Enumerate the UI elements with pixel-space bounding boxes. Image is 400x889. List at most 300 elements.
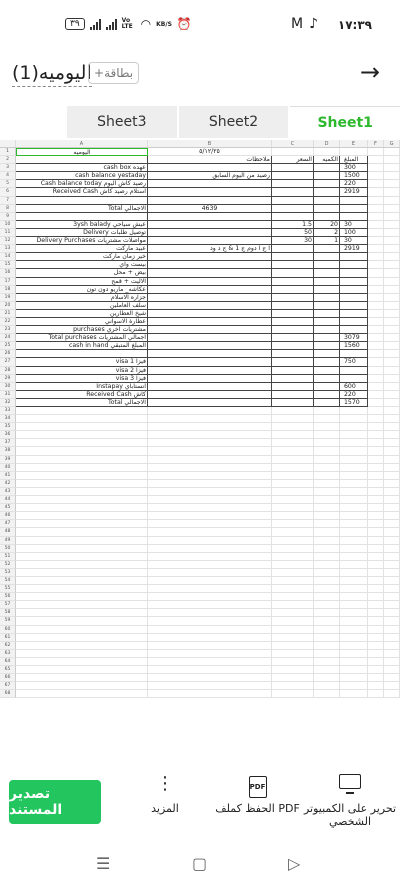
cell-a[interactable] bbox=[16, 496, 148, 504]
row-number[interactable]: 44 bbox=[0, 496, 16, 504]
cell-a[interactable]: purchases مشتريات اخري bbox=[16, 326, 148, 334]
cell-a[interactable]: Delivery Purchases مواصلات مشتريات bbox=[16, 237, 148, 245]
cell-g[interactable] bbox=[384, 650, 400, 658]
cell-g[interactable] bbox=[384, 415, 400, 423]
cell-d[interactable] bbox=[314, 415, 340, 423]
cell-a[interactable]: عبيد ماركت bbox=[16, 245, 148, 253]
cell-a[interactable]: شيخ العطارين bbox=[16, 310, 148, 318]
row-number[interactable]: 40 bbox=[0, 464, 16, 472]
cell-c[interactable] bbox=[272, 407, 314, 415]
cell-f[interactable] bbox=[368, 286, 384, 294]
cell-a[interactable]: عطارة الاسواني bbox=[16, 318, 148, 326]
cell-a[interactable] bbox=[16, 488, 148, 496]
cell-b[interactable] bbox=[148, 358, 272, 366]
cell-d[interactable] bbox=[314, 318, 340, 326]
add-card-button[interactable]: +بطاقة bbox=[88, 62, 139, 84]
row-number[interactable]: 50 bbox=[0, 545, 16, 553]
row-number[interactable]: 37 bbox=[0, 439, 16, 447]
row-number[interactable]: 33 bbox=[0, 407, 16, 415]
row-number[interactable]: 11 bbox=[0, 229, 16, 237]
cell-f[interactable] bbox=[368, 229, 384, 237]
cell-e[interactable] bbox=[340, 480, 368, 488]
cell-f[interactable] bbox=[368, 682, 384, 690]
cell-f[interactable] bbox=[368, 423, 384, 431]
cell-g[interactable] bbox=[384, 318, 400, 326]
cell-f[interactable] bbox=[368, 464, 384, 472]
cell-g[interactable] bbox=[384, 520, 400, 528]
cell-c[interactable]: 1.5 bbox=[272, 221, 314, 229]
cell-a[interactable] bbox=[16, 609, 148, 617]
cell-e[interactable] bbox=[340, 577, 368, 585]
cell-b[interactable] bbox=[148, 310, 272, 318]
cell-b[interactable] bbox=[148, 634, 272, 642]
cell-b[interactable] bbox=[148, 180, 272, 188]
row-number[interactable]: 15 bbox=[0, 261, 16, 269]
cell-g[interactable] bbox=[384, 634, 400, 642]
cell-d[interactable] bbox=[314, 326, 340, 334]
row-number[interactable]: 64 bbox=[0, 658, 16, 666]
cell-c[interactable] bbox=[272, 456, 314, 464]
cell-e[interactable]: 1560 bbox=[340, 342, 368, 350]
cell-f[interactable] bbox=[368, 642, 384, 650]
cell-c[interactable] bbox=[272, 674, 314, 682]
cell-g[interactable] bbox=[384, 286, 400, 294]
cell-d[interactable]: 20 bbox=[314, 221, 340, 229]
cell-d[interactable] bbox=[314, 148, 340, 156]
row-number[interactable]: 14 bbox=[0, 253, 16, 261]
cell-b[interactable] bbox=[148, 221, 272, 229]
cell-a[interactable] bbox=[16, 642, 148, 650]
export-document-button[interactable]: تصدير المستند bbox=[9, 780, 101, 824]
row-number[interactable]: 60 bbox=[0, 626, 16, 634]
cell-a[interactable] bbox=[16, 415, 148, 423]
cell-e[interactable] bbox=[340, 593, 368, 601]
cell-e[interactable]: 30 bbox=[340, 237, 368, 245]
cell-d[interactable] bbox=[314, 626, 340, 634]
cell-c[interactable] bbox=[272, 302, 314, 310]
cell-a[interactable]: الاليت + قمح bbox=[16, 278, 148, 286]
cell-f[interactable] bbox=[368, 261, 384, 269]
cell-e[interactable] bbox=[340, 456, 368, 464]
cell-e[interactable] bbox=[340, 545, 368, 553]
cell-d[interactable]: الكميه bbox=[314, 156, 340, 164]
cell-a[interactable] bbox=[16, 634, 148, 642]
cell-f[interactable] bbox=[368, 415, 384, 423]
cell-d[interactable] bbox=[314, 447, 340, 455]
cell-a[interactable] bbox=[16, 439, 148, 447]
cell-f[interactable] bbox=[368, 375, 384, 383]
cell-b[interactable] bbox=[148, 464, 272, 472]
row-number[interactable]: 30 bbox=[0, 383, 16, 391]
cell-a[interactable] bbox=[16, 528, 148, 536]
cell-c[interactable] bbox=[272, 326, 314, 334]
cell-f[interactable] bbox=[368, 383, 384, 391]
row-number[interactable]: 17 bbox=[0, 278, 16, 286]
cell-b[interactable] bbox=[148, 188, 272, 196]
cell-c[interactable] bbox=[272, 278, 314, 286]
cell-e[interactable] bbox=[340, 512, 368, 520]
cell-f[interactable] bbox=[368, 326, 384, 334]
cell-d[interactable] bbox=[314, 642, 340, 650]
cell-g[interactable] bbox=[384, 221, 400, 229]
cell-e[interactable] bbox=[340, 504, 368, 512]
cell-f[interactable] bbox=[368, 334, 384, 342]
row-number[interactable]: 42 bbox=[0, 480, 16, 488]
cell-d[interactable] bbox=[314, 180, 340, 188]
cell-c[interactable] bbox=[272, 528, 314, 536]
cell-e[interactable]: 750 bbox=[340, 358, 368, 366]
cell-a[interactable] bbox=[16, 585, 148, 593]
cell-e[interactable] bbox=[340, 205, 368, 213]
document-title[interactable]: اليوميه(1) bbox=[12, 62, 92, 87]
cell-g[interactable] bbox=[384, 342, 400, 350]
cell-b[interactable] bbox=[148, 415, 272, 423]
cell-g[interactable] bbox=[384, 423, 400, 431]
cell-e[interactable] bbox=[340, 488, 368, 496]
cell-a[interactable]: Received Cash استلام رصيد كاش bbox=[16, 188, 148, 196]
cell-f[interactable] bbox=[368, 367, 384, 375]
column-header-d[interactable]: D bbox=[314, 140, 340, 147]
cell-e[interactable]: 1570 bbox=[340, 399, 368, 407]
row-number[interactable]: 3 bbox=[0, 164, 16, 172]
cell-c[interactable] bbox=[272, 626, 314, 634]
cell-b[interactable] bbox=[148, 383, 272, 391]
cell-g[interactable] bbox=[384, 431, 400, 439]
cell-f[interactable] bbox=[368, 447, 384, 455]
back-triangle-icon[interactable]: ▷ bbox=[288, 854, 301, 873]
cell-b[interactable] bbox=[148, 456, 272, 464]
cell-b[interactable] bbox=[148, 407, 272, 415]
cell-e[interactable] bbox=[340, 601, 368, 609]
cell-b[interactable] bbox=[148, 512, 272, 520]
cell-e[interactable] bbox=[340, 626, 368, 634]
cell-d[interactable] bbox=[314, 375, 340, 383]
row-number[interactable]: 31 bbox=[0, 391, 16, 399]
cell-g[interactable] bbox=[384, 593, 400, 601]
cell-f[interactable] bbox=[368, 156, 384, 164]
cell-c[interactable] bbox=[272, 666, 314, 674]
row-number[interactable]: 22 bbox=[0, 318, 16, 326]
cell-a[interactable] bbox=[16, 512, 148, 520]
cell-c[interactable] bbox=[272, 472, 314, 480]
cell-b[interactable] bbox=[148, 302, 272, 310]
cell-f[interactable] bbox=[368, 205, 384, 213]
row-number[interactable]: 10 bbox=[0, 221, 16, 229]
cell-e[interactable] bbox=[340, 642, 368, 650]
cell-g[interactable] bbox=[384, 294, 400, 302]
cell-f[interactable] bbox=[368, 609, 384, 617]
cell-d[interactable] bbox=[314, 472, 340, 480]
cell-g[interactable] bbox=[384, 278, 400, 286]
row-number[interactable]: 27 bbox=[0, 358, 16, 366]
cell-b[interactable] bbox=[148, 278, 272, 286]
cell-c[interactable] bbox=[272, 569, 314, 577]
cell-d[interactable] bbox=[314, 423, 340, 431]
cell-c[interactable] bbox=[272, 609, 314, 617]
cell-g[interactable] bbox=[384, 545, 400, 553]
row-number[interactable]: 47 bbox=[0, 520, 16, 528]
cell-f[interactable] bbox=[368, 342, 384, 350]
cell-f[interactable] bbox=[368, 245, 384, 253]
cell-d[interactable] bbox=[314, 205, 340, 213]
cell-e[interactable] bbox=[340, 682, 368, 690]
cell-b[interactable] bbox=[148, 601, 272, 609]
cell-c[interactable] bbox=[272, 496, 314, 504]
cell-f[interactable] bbox=[368, 480, 384, 488]
cell-e[interactable]: 600 bbox=[340, 383, 368, 391]
cell-c[interactable] bbox=[272, 261, 314, 269]
row-number[interactable]: 13 bbox=[0, 245, 16, 253]
cell-d[interactable] bbox=[314, 520, 340, 528]
cell-b[interactable] bbox=[148, 690, 272, 698]
cell-d[interactable]: 2 bbox=[314, 229, 340, 237]
cell-d[interactable] bbox=[314, 350, 340, 358]
row-number[interactable]: 29 bbox=[0, 375, 16, 383]
cell-b[interactable] bbox=[148, 286, 272, 294]
cell-a[interactable]: visa 3 فيزا bbox=[16, 375, 148, 383]
cell-f[interactable] bbox=[368, 472, 384, 480]
cell-f[interactable] bbox=[368, 666, 384, 674]
cell-c[interactable] bbox=[272, 634, 314, 642]
cell-b[interactable] bbox=[148, 480, 272, 488]
cell-d[interactable] bbox=[314, 342, 340, 350]
row-number[interactable]: 5 bbox=[0, 180, 16, 188]
cell-b[interactable] bbox=[148, 561, 272, 569]
row-number[interactable]: 21 bbox=[0, 310, 16, 318]
cell-a[interactable] bbox=[16, 690, 148, 698]
cell-d[interactable] bbox=[314, 456, 340, 464]
cell-b[interactable] bbox=[148, 545, 272, 553]
cell-f[interactable] bbox=[368, 626, 384, 634]
cell-a[interactable]: بيست واي bbox=[16, 261, 148, 269]
cell-a[interactable] bbox=[16, 569, 148, 577]
cell-b[interactable] bbox=[148, 399, 272, 407]
row-number[interactable]: 19 bbox=[0, 294, 16, 302]
cell-g[interactable] bbox=[384, 399, 400, 407]
tab-sheet2[interactable]: Sheet2 bbox=[179, 106, 289, 138]
cell-g[interactable] bbox=[384, 682, 400, 690]
row-number[interactable]: 20 bbox=[0, 302, 16, 310]
cell-b[interactable]: ٥/١٢/٢٥ bbox=[148, 148, 272, 156]
row-number[interactable]: 9 bbox=[0, 213, 16, 221]
cell-f[interactable] bbox=[368, 294, 384, 302]
cell-b[interactable] bbox=[148, 197, 272, 205]
cell-f[interactable] bbox=[368, 213, 384, 221]
cell-g[interactable] bbox=[384, 464, 400, 472]
cell-f[interactable] bbox=[368, 601, 384, 609]
back-arrow-icon[interactable]: → bbox=[359, 58, 380, 86]
cell-b[interactable] bbox=[148, 261, 272, 269]
cell-a[interactable] bbox=[16, 447, 148, 455]
cell-f[interactable] bbox=[368, 399, 384, 407]
cell-f[interactable] bbox=[368, 528, 384, 536]
cell-g[interactable] bbox=[384, 383, 400, 391]
cell-f[interactable] bbox=[368, 310, 384, 318]
row-number[interactable]: 7 bbox=[0, 197, 16, 205]
cell-d[interactable] bbox=[314, 650, 340, 658]
recents-icon[interactable]: ☰ bbox=[96, 854, 111, 873]
cell-f[interactable] bbox=[368, 553, 384, 561]
cell-e[interactable]: 30 bbox=[340, 221, 368, 229]
cell-e[interactable] bbox=[340, 375, 368, 383]
cell-e[interactable] bbox=[340, 464, 368, 472]
cell-a[interactable] bbox=[16, 350, 148, 358]
cell-c[interactable] bbox=[272, 294, 314, 302]
cell-c[interactable] bbox=[272, 367, 314, 375]
cell-e[interactable] bbox=[340, 634, 368, 642]
cell-d[interactable] bbox=[314, 213, 340, 221]
cell-d[interactable] bbox=[314, 310, 340, 318]
cell-e[interactable] bbox=[340, 520, 368, 528]
cell-g[interactable] bbox=[384, 585, 400, 593]
cell-e[interactable] bbox=[340, 585, 368, 593]
cell-a[interactable] bbox=[16, 682, 148, 690]
cell-b[interactable] bbox=[148, 553, 272, 561]
cell-c[interactable] bbox=[272, 197, 314, 205]
cell-a[interactable] bbox=[16, 472, 148, 480]
cell-g[interactable] bbox=[384, 358, 400, 366]
cell-c[interactable] bbox=[272, 658, 314, 666]
row-number[interactable]: 38 bbox=[0, 447, 16, 455]
cell-c[interactable] bbox=[272, 553, 314, 561]
cell-d[interactable] bbox=[314, 172, 340, 180]
cell-c[interactable] bbox=[272, 682, 314, 690]
cell-c[interactable] bbox=[272, 253, 314, 261]
row-number[interactable]: 49 bbox=[0, 537, 16, 545]
cell-g[interactable] bbox=[384, 512, 400, 520]
cell-g[interactable] bbox=[384, 690, 400, 698]
row-number[interactable]: 58 bbox=[0, 609, 16, 617]
cell-c[interactable] bbox=[272, 423, 314, 431]
cell-f[interactable] bbox=[368, 237, 384, 245]
cell-e[interactable] bbox=[340, 553, 368, 561]
cell-e[interactable] bbox=[340, 674, 368, 682]
tab-sheet3[interactable]: Sheet3 bbox=[67, 106, 177, 138]
cell-a[interactable] bbox=[16, 520, 148, 528]
cell-a[interactable]: اليوميه bbox=[16, 148, 148, 156]
cell-f[interactable] bbox=[368, 690, 384, 698]
cell-b[interactable] bbox=[148, 488, 272, 496]
home-icon[interactable]: ▢ bbox=[192, 854, 208, 873]
cell-b[interactable] bbox=[148, 496, 272, 504]
cell-b[interactable] bbox=[148, 666, 272, 674]
cell-c[interactable] bbox=[272, 172, 314, 180]
cell-c[interactable] bbox=[272, 350, 314, 358]
cell-d[interactable] bbox=[314, 496, 340, 504]
cell-b[interactable]: 4639 bbox=[148, 205, 272, 213]
cell-f[interactable] bbox=[368, 188, 384, 196]
cell-g[interactable] bbox=[384, 245, 400, 253]
cell-d[interactable] bbox=[314, 431, 340, 439]
cell-g[interactable] bbox=[384, 197, 400, 205]
cell-c[interactable] bbox=[272, 488, 314, 496]
cell-e[interactable] bbox=[340, 302, 368, 310]
cell-b[interactable] bbox=[148, 593, 272, 601]
cell-a[interactable]: Total الاجمالي bbox=[16, 205, 148, 213]
cell-d[interactable] bbox=[314, 537, 340, 545]
cell-c[interactable] bbox=[272, 577, 314, 585]
cell-c[interactable] bbox=[272, 512, 314, 520]
cell-a[interactable]: سلف العاملين bbox=[16, 302, 148, 310]
cell-a[interactable]: جزاره الاسلام bbox=[16, 294, 148, 302]
tab-sheet1[interactable]: Sheet1 bbox=[290, 106, 400, 138]
cell-c[interactable] bbox=[272, 593, 314, 601]
cell-f[interactable] bbox=[368, 456, 384, 464]
cell-d[interactable] bbox=[314, 512, 340, 520]
cell-b[interactable] bbox=[148, 569, 272, 577]
cell-c[interactable] bbox=[272, 391, 314, 399]
cell-c[interactable] bbox=[272, 358, 314, 366]
cell-b[interactable] bbox=[148, 375, 272, 383]
cell-a[interactable] bbox=[16, 213, 148, 221]
cell-a[interactable] bbox=[16, 456, 148, 464]
cell-f[interactable] bbox=[368, 520, 384, 528]
cell-g[interactable] bbox=[384, 537, 400, 545]
row-number[interactable]: 2 bbox=[0, 156, 16, 164]
row-number[interactable]: 51 bbox=[0, 553, 16, 561]
cell-c[interactable] bbox=[272, 464, 314, 472]
cell-a[interactable] bbox=[16, 464, 148, 472]
cell-g[interactable] bbox=[384, 229, 400, 237]
cell-b[interactable] bbox=[148, 537, 272, 545]
cell-e[interactable]: 100 bbox=[340, 229, 368, 237]
cell-g[interactable] bbox=[384, 172, 400, 180]
cell-c[interactable] bbox=[272, 383, 314, 391]
cell-d[interactable] bbox=[314, 367, 340, 375]
cell-f[interactable] bbox=[368, 577, 384, 585]
cell-b[interactable] bbox=[148, 237, 272, 245]
cell-e[interactable]: 1500 bbox=[340, 172, 368, 180]
cell-d[interactable] bbox=[314, 674, 340, 682]
save-pdf-button[interactable] bbox=[215, 772, 300, 815]
cell-c[interactable] bbox=[272, 245, 314, 253]
row-number[interactable]: 59 bbox=[0, 617, 16, 625]
cell-e[interactable] bbox=[340, 537, 368, 545]
cell-f[interactable] bbox=[368, 439, 384, 447]
cell-e[interactable]: 2919 bbox=[340, 188, 368, 196]
cell-b[interactable] bbox=[148, 367, 272, 375]
cell-c[interactable]: 50 bbox=[272, 229, 314, 237]
column-header-c[interactable]: C bbox=[272, 140, 314, 147]
cell-a[interactable]: عكاشه_ ماريو دون تون bbox=[16, 286, 148, 294]
cell-c[interactable] bbox=[272, 690, 314, 698]
cell-g[interactable] bbox=[384, 156, 400, 164]
cell-b[interactable] bbox=[148, 650, 272, 658]
cell-c[interactable] bbox=[272, 601, 314, 609]
cell-f[interactable] bbox=[368, 350, 384, 358]
cell-c[interactable] bbox=[272, 334, 314, 342]
cell-f[interactable] bbox=[368, 545, 384, 553]
cell-f[interactable] bbox=[368, 658, 384, 666]
cell-f[interactable] bbox=[368, 674, 384, 682]
cell-c[interactable] bbox=[272, 650, 314, 658]
cell-g[interactable] bbox=[384, 188, 400, 196]
row-number[interactable]: 12 bbox=[0, 237, 16, 245]
cell-e[interactable]: 220 bbox=[340, 180, 368, 188]
cell-c[interactable] bbox=[272, 213, 314, 221]
cell-e[interactable] bbox=[340, 423, 368, 431]
row-number[interactable]: 48 bbox=[0, 528, 16, 536]
cell-f[interactable] bbox=[368, 512, 384, 520]
cell-c[interactable] bbox=[272, 561, 314, 569]
cell-f[interactable] bbox=[368, 617, 384, 625]
cell-a[interactable] bbox=[16, 601, 148, 609]
cell-e[interactable] bbox=[340, 617, 368, 625]
cell-c[interactable] bbox=[272, 447, 314, 455]
cell-c[interactable] bbox=[272, 537, 314, 545]
cell-g[interactable] bbox=[384, 658, 400, 666]
cell-c[interactable] bbox=[272, 439, 314, 447]
